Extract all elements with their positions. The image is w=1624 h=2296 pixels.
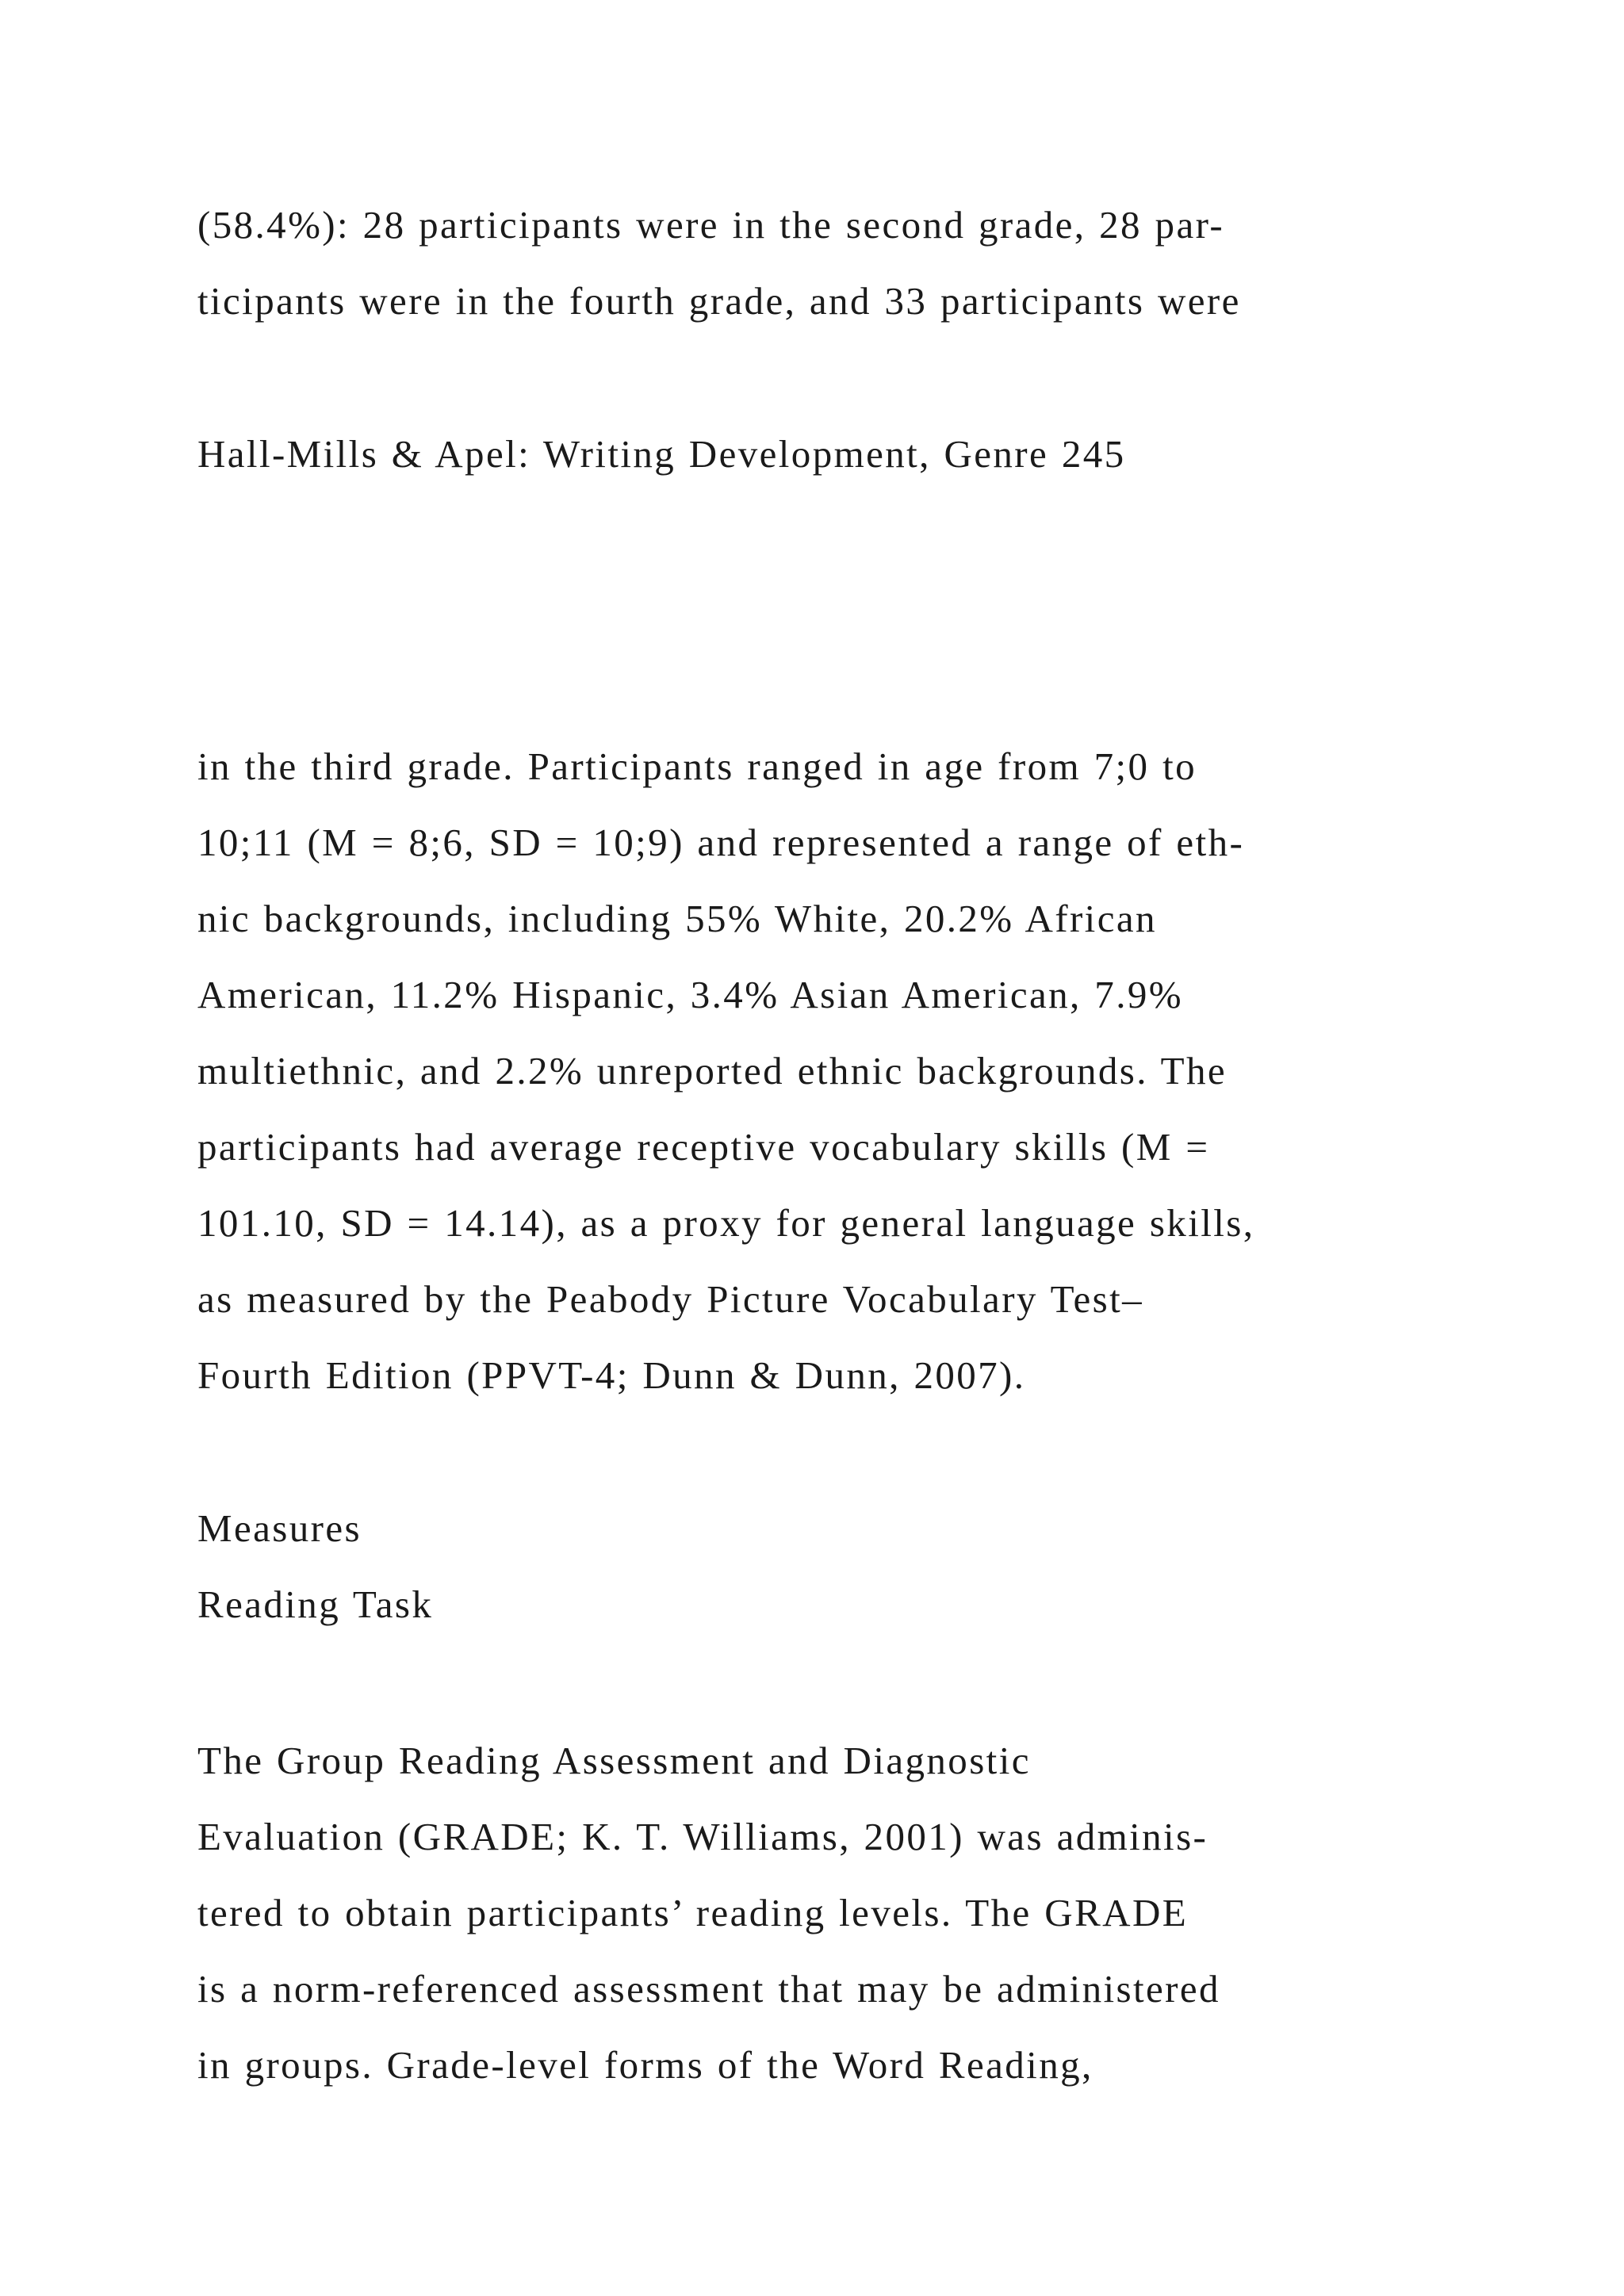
- subsection-heading: Reading Task: [197, 1582, 434, 1626]
- text-line: is a norm-referenced assessment that may be administered: [197, 1967, 1220, 2011]
- text-line: Evaluation (GRADE; K. T. Williams, 2001) was adminis-: [197, 1815, 1208, 1858]
- text-line: American, 11.2% Hispanic, 3.4% Asian American, 7.9%: [197, 973, 1183, 1016]
- text-line: 10;11 (M = 8;6, SD = 10;9) and represented a range of eth-: [197, 821, 1245, 864]
- text-line: in groups. Grade-level forms of the Word Reading,: [197, 2043, 1094, 2087]
- text-line: (58.4%): 28 participants were in the second grade, 28 par-: [197, 203, 1225, 247]
- text-line: tered to obtain participants’ reading levels. The GRADE: [197, 1891, 1189, 1934]
- text-line: Fourth Edition (PPVT-4; Dunn & Dunn, 2007).: [197, 1353, 1026, 1397]
- text-line: as measured by the Peabody Picture Vocabulary Test–: [197, 1277, 1144, 1321]
- text-line: 101.10, SD = 14.14), as a proxy for general language skills,: [197, 1201, 1255, 1245]
- text-line: The Group Reading Assessment and Diagnostic: [197, 1739, 1031, 1782]
- running-header: Hall-Mills & Apel: Writing Development, Genre 245: [197, 432, 1126, 476]
- text-line: multiethnic, and 2.2% unreported ethnic backgrounds. The: [197, 1049, 1228, 1093]
- text-line: participants had average receptive vocabulary skills (M =: [197, 1125, 1210, 1169]
- text-line: in the third grade. Participants ranged in age from 7;0 to: [197, 744, 1197, 788]
- text-line: ticipants were in the fourth grade, and 33 participants were: [197, 279, 1241, 323]
- text-line: nic backgrounds, including 55% White, 20.2% African: [197, 897, 1157, 940]
- section-heading: Measures: [197, 1506, 362, 1550]
